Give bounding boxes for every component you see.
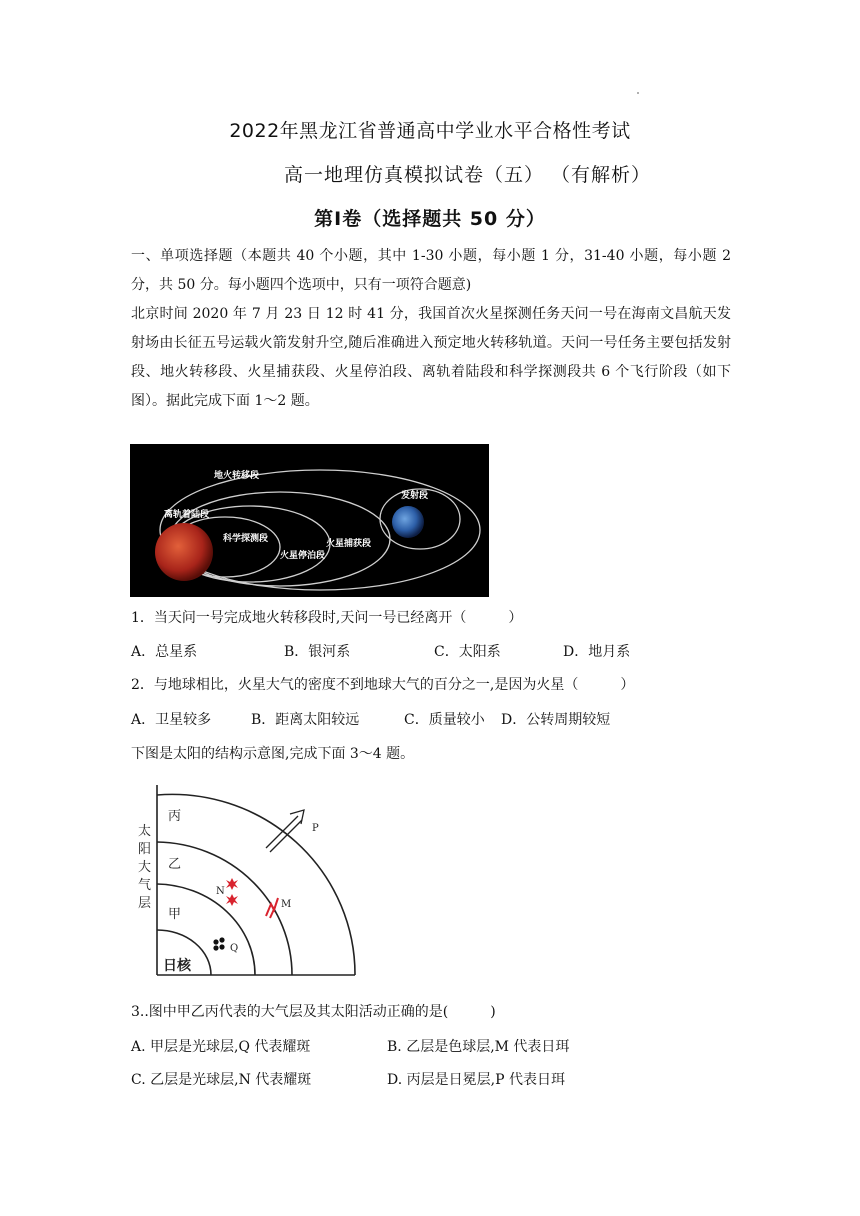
q3-stem: 3..图中甲乙丙代表的大气层及其太阳活动正确的是( ) bbox=[131, 1004, 496, 1020]
q2-option-c[interactable]: C．质量较小 bbox=[404, 712, 485, 728]
q3-option-a[interactable]: A. 甲层是光球层,Q 代表耀斑 bbox=[131, 1039, 311, 1055]
q-label: Q bbox=[230, 943, 239, 954]
p-arrow-icon bbox=[266, 810, 304, 852]
q-sunspot-icon bbox=[213, 937, 224, 950]
label-transfer: 地火转移段 bbox=[214, 471, 260, 481]
n-label: N bbox=[216, 886, 225, 897]
label-deorbit: 离轨着陆段 bbox=[164, 510, 210, 520]
sun-structure-diagram bbox=[130, 780, 360, 980]
side-label-4: 气 bbox=[138, 878, 152, 893]
p-label: P bbox=[312, 823, 319, 834]
q1-option-a[interactable]: A．总星系 bbox=[131, 644, 198, 660]
layer-yi-label: 乙 bbox=[168, 857, 182, 872]
label-parking: 火星停泊段 bbox=[280, 551, 326, 561]
sun-structure-figure bbox=[130, 780, 360, 980]
m-prominence-icon bbox=[266, 898, 278, 918]
section-title: 第Ⅰ卷（选择题共 50 分） bbox=[314, 208, 546, 230]
side-label-5: 层 bbox=[138, 896, 152, 911]
side-label-1: 太 bbox=[138, 824, 152, 839]
side-label-2: 阳 bbox=[138, 842, 152, 857]
m-label: M bbox=[281, 899, 292, 910]
label-launch: 发射段 bbox=[401, 491, 429, 501]
instructions: 一、单项选择题（本题共 40 个小题，其中 1-30 小题，每小题 1 分，31-40 小题，每小题 2 分，共 50 分。每小题四个选项中，只有一项符合题意) bbox=[131, 248, 731, 293]
passage-1: 北京时间 2020 年 7 月 23 日 12 时 41 分，我国首次火星探测任务天问一号在海南文昌航天发射场由长征五号运载火箭发射升空,随后准确进入预定地火转移轨道。天问一号任务主要包括发射段、地火转移段、火星捕获段、火星停泊段、离轨着陆段和科学探测段共 6 个飞行阶段（如下图）。据此完成下面 1～2 题。 bbox=[131, 306, 731, 409]
q2-option-a[interactable]: A．卫星较多 bbox=[131, 712, 212, 728]
exam-subtitle: 高一地理仿真模拟试卷（五） （有解析） bbox=[284, 164, 652, 186]
passage-2: 下图是太阳的结构示意图,完成下面 3～4 题。 bbox=[131, 746, 415, 762]
q2-stem: 2．与地球相比，火星大气的密度不到地球大气的百分之一,是因为火星（ ） bbox=[131, 677, 635, 693]
layer-bing-label: 丙 bbox=[168, 809, 182, 824]
q3-option-d[interactable]: D. 丙层是日冕层,P 代表日珥 bbox=[387, 1072, 565, 1088]
q3-option-b[interactable]: B. 乙层是色球层,M 代表日珥 bbox=[387, 1039, 570, 1055]
q2-option-d[interactable]: D．公转周期较短 bbox=[501, 712, 611, 728]
side-label-3: 大 bbox=[138, 860, 152, 875]
q1-stem: 1．当天问一号完成地火转移段时,天问一号已经离开（ ） bbox=[131, 610, 523, 626]
mars-planet bbox=[155, 523, 213, 581]
core-label: 日核 bbox=[163, 958, 191, 974]
mars-mission-figure bbox=[130, 444, 489, 597]
speck bbox=[637, 92, 639, 94]
n-flare-icon bbox=[226, 878, 238, 906]
earth-planet bbox=[392, 506, 424, 538]
mars-orbit-diagram bbox=[130, 444, 489, 597]
label-science: 科学探测段 bbox=[223, 534, 269, 544]
label-capture: 火星捕获段 bbox=[326, 539, 372, 549]
exam-title: 2022年黑龙江省普通高中学业水平合格性考试 bbox=[229, 120, 631, 142]
layer-jia-label: 甲 bbox=[168, 907, 182, 922]
q3-option-c[interactable]: C. 乙层是光球层,N 代表耀斑 bbox=[131, 1072, 312, 1088]
q2-option-b[interactable]: B．距离太阳较远 bbox=[251, 712, 360, 728]
q1-option-d[interactable]: D．地月系 bbox=[563, 644, 631, 660]
q1-option-b[interactable]: B．银河系 bbox=[284, 644, 351, 660]
q1-option-c[interactable]: C．太阳系 bbox=[434, 644, 501, 660]
